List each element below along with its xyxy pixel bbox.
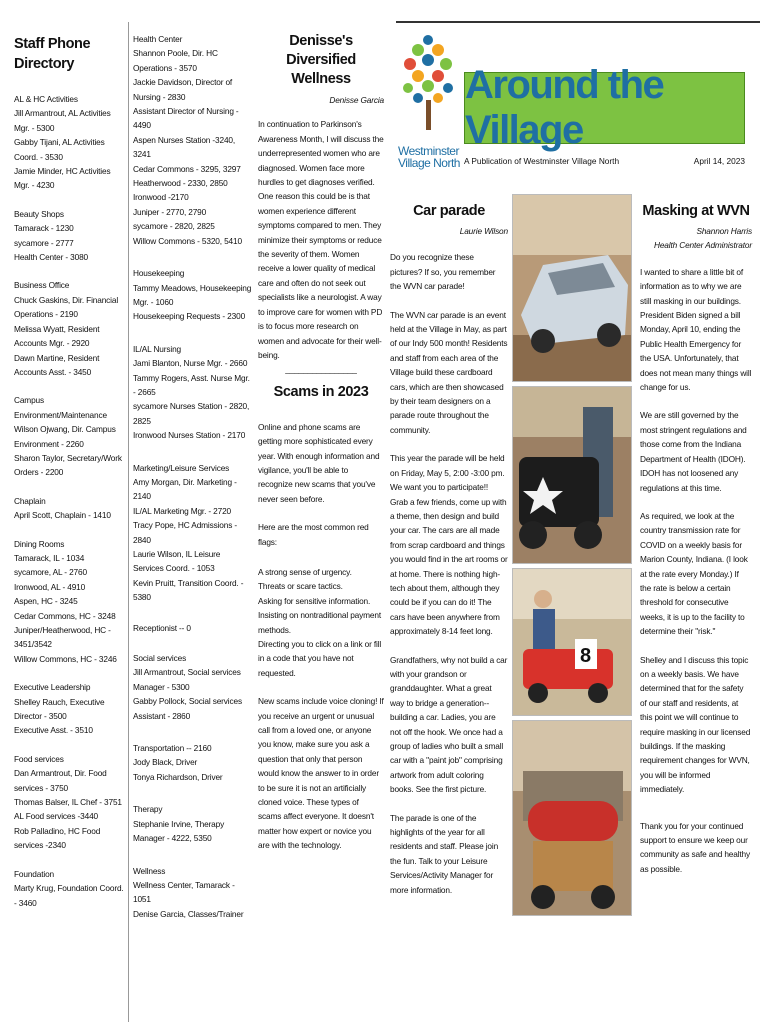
wellness-title: Denisse's Diversified Wellness <box>286 33 356 87</box>
directory-section: Social services Jill Armantrout, Social services Manager - 5300 Gabby Pollock, Social services Assistant - 2860 <box>133 653 242 721</box>
publication-line <box>464 156 745 166</box>
directory-section: Receptionist -- 0 <box>133 622 191 633</box>
car-parade-paragraph: The parade is one of the highlights of the year for all residents and staff. Please join the fun. Talk to your Leisure Services/Activity Manager for more information. <box>390 812 499 895</box>
masking-paragraph: We are still governed by the most stringent regulations and those come from the Indiana Department of Health (IDOH). IDOH has not loosened any regulations at this time. <box>640 410 747 493</box>
masthead-banner <box>464 63 745 152</box>
scams-red-flags: A strong sense of urgency. Threats or scare tactics. Asking for sensitive information. Insisting on nontraditional payment methods. Directing you to click on a link or fill in a code that you have not requested. <box>258 566 382 678</box>
masking-byline-role: Health Center Administrator <box>653 240 752 251</box>
car-parade-title: Car parade <box>413 203 485 219</box>
scams-paragraph: New scams include voice cloning! If you receive an urgent or unusual call from a loved one, or anyone you know, make sure you ask a question that only that person would know the answer to in order to be sure it is not an artificially cloned voice. These types of scams affect everyone. It doesn't matter how expert or novice you are with the technology. <box>258 696 384 851</box>
directory-section: Marketing/Leisure Services Amy Morgan, Dir. Marketing - 2140 IL/AL Marketing Mgr. - 2720 Tracy Pope, HC Admissions - 2840 Laurie Wilson, IL Leisure Services Coord. - 1053 Kevin Pruitt, Transition Coord. - 5380 <box>133 462 244 603</box>
masking-byline-name: Shannon Harris <box>696 226 752 236</box>
directory-section: Wellness Wellness Center, Tamarack - 1051 Denise Garcia, Classes/Trainer <box>133 865 244 919</box>
scams-paragraph: Here are the most common red flags: <box>258 522 369 547</box>
car-parade-photo-3 <box>512 568 632 716</box>
car-parade-paragraph: Do you recognize these pictures? If so, you remember the WVN car parade! <box>390 252 496 292</box>
directory-section: Housekeeping Tammy Meadows, Housekeeping Mgr. - 1060 Housekeeping Requests - 2300 <box>133 268 252 322</box>
scams-paragraph: Online and phone scams are getting more sophisticated every year. With enough information and vigilance, you'll be able to recognize new scams that you've never seen before. <box>258 421 380 504</box>
masthead-rule <box>396 21 760 23</box>
wellness-column <box>258 32 384 853</box>
directory-section: Health Center Shannon Poole, Dir. HC Operations - 3570 Jackie Davidson, Director of Nursing - 2830 Assistant Director of Nursing - 4490 Aspen Nurses Station -3240, 3241 Cedar Commons - 3295, 3297 Heatherwood - 2330, 2850 Ironwood -2170 Juniper - 2770, 2790 sycamore - 2820, 2825 Willow Commons - 5320, 5410 <box>133 34 242 246</box>
car-parade-paragraph: The WVN car parade is an event held at the Village in May, as part of our Indy 500 month! Residents and staff from each area of the Village build these cardboard cars, which are then showcased by their team designers on a parade route throughout the community. <box>390 309 508 435</box>
masking-paragraph: Shelley and I discuss this topic on a weekly basis. We have determined that for the safety of our staff and residents, at this point we will continue to require masking in our licensed buildings. If the masking requirement changes for WVN, you will be informed immediately. <box>640 654 751 795</box>
car-parade-photo-1 <box>512 194 632 382</box>
car-parade-paragraph: This year the parade will be held on Friday, May 5, 2:00 -3:00 pm. We want you to participate!! Grab a few friends, come up with a theme, then design and build your car. The cars are all made from scrap cardboard and things you would find in the art rooms or at home. There is nothing high-tech about them, although they could be if you can do it! The cars have been anywhere from approximately 8-14 feet long. <box>390 453 508 637</box>
westminster-logo <box>398 30 460 180</box>
directory-section: Chaplain April Scott, Chaplain - 1410 <box>14 495 111 521</box>
wellness-body: In continuation to Parkinson's Awareness Month, I will discuss the underrepresented women who are diagnosed. Women face more hurdles to get diagnoses verified. One reason this could be is that women experience different symptoms compared to men. They minimize their symptoms or reduce the severity of them. Women receive a lower quality of medical care and often do not seek out specialists like a neurologist. A way to improve care for women with PD is to focus more research on women and advocate for their well-being. <box>258 119 384 360</box>
car-parade-byline: Laurie Wilson <box>459 226 508 236</box>
directory-section: Executive Leadership Shelley Rauch, Executive Director - 3500 Executive Asst. - 3510 <box>14 682 105 736</box>
masking-paragraph: Thank you for your continued support to ensure we keep our community as safe and healthy as possible. <box>640 820 751 874</box>
logo-text-line1: Westminster <box>398 144 459 158</box>
wellness-byline: Denisse Garcia <box>329 95 384 105</box>
masking-title: Masking at WVN <box>642 203 750 219</box>
newsletter-title: Around the Village <box>465 63 664 152</box>
publication-name: A Publication of Westminster Village North <box>464 156 620 166</box>
publication-date: April 14, 2023 <box>693 156 745 166</box>
directory-section: Dining Rooms Tamarack, IL - 1034 sycamore, AL - 2760 Ironwood, AL - 4910 Aspen, HC - 3245 Cedar Commons, HC - 3248 Juniper/Heatherwood, HC - 3451/3542 Willow Commons, HC - 3246 <box>14 538 117 664</box>
directory-column-1 <box>14 34 126 910</box>
directory-section: Foundation Marty Krug, Foundation Coord. - 3460 <box>14 868 124 908</box>
column-divider <box>128 22 129 1022</box>
masking-paragraph: I wanted to share a little bit of information as to why we are still masking in our buildings. President Biden signed a bill Monday, April 10, ending the Public Health Emergency for the USA. Unfortunately, that does not mean many things will change for us. <box>640 266 752 393</box>
directory-section: Food services Dan Armantrout, Dir. Food services - 3750 Thomas Balser, IL Chef - 3751 AL Food services -3440 Rob Palladino, HC Food services -2340 <box>14 753 122 851</box>
logo-text-line2: Village North <box>398 156 460 170</box>
directory-section: IL/AL Nursing Jami Blanton, Nurse Mgr. - 2660 Tammy Rogers, Asst. Nurse Mgr. - 2665 sycamore Nurses Station - 2820, 2825 Ironwood Nurses Station - 2170 <box>133 343 250 441</box>
masking-column <box>640 202 752 876</box>
masking-paragraph: As required, we look at the country transmission rate for COVID on a weekly basis for Marion County, Indiana. (I look at the rate every Monday.) If the rate is below a certain threshold for consecutive weeks, it is up to the facility to determine their "risk." <box>640 510 748 637</box>
car-parade-photo-2 <box>512 386 632 564</box>
directory-column-2 <box>133 32 253 921</box>
directory-section: Transportation -- 2160 Jody Black, Driver Tonya Richardson, Driver <box>133 743 223 782</box>
car-parade-paragraph: Grandfathers, why not build a car with your grandson or granddaughter. What a great way to bridge a generation-- building a car. Ladies, you are not off the hook. We once had a group of ladies who built a small car with a "paint job" comprising artwork from adult coloring books. See the first picture. <box>390 654 508 795</box>
car-parade-column <box>390 202 508 897</box>
directory-section: AL & HC Activities Jill Armantrout, AL Activities Mgr. - 5300 Gabby Tijani, AL Activities Coord. - 3530 Jamie Minder, HC Activities Mgr. - 4230 <box>14 94 111 191</box>
tree-icon <box>398 30 460 140</box>
scams-title: Scams in 2023 <box>273 383 369 400</box>
car-parade-photo-4 <box>512 720 632 916</box>
directory-section: Business Office Chuck Gaskins, Dir. Financial Operations - 2190 Melissa Wyatt, Resident Accounts Mgr. - 2920 Dawn Martine, Resident Accounts Asst. - 3450 <box>14 280 119 377</box>
svg-text:8: 8 <box>580 645 592 667</box>
directory-section: Beauty Shops Tamarack - 1230 sycamore - 2777 Health Center - 3080 <box>14 208 89 263</box>
article-divider: ________________ <box>285 364 357 375</box>
directory-title: Staff Phone Directory <box>14 36 91 72</box>
directory-section: Therapy Stephanie Irvine, Therapy Manager - 4222, 5350 <box>133 804 225 844</box>
directory-section: Campus Environment/Maintenance Wilson Ojwang, Dir. Campus Environment - 2260 Sharon Taylor, Secretary/Work Orders - 2200 <box>14 395 122 478</box>
